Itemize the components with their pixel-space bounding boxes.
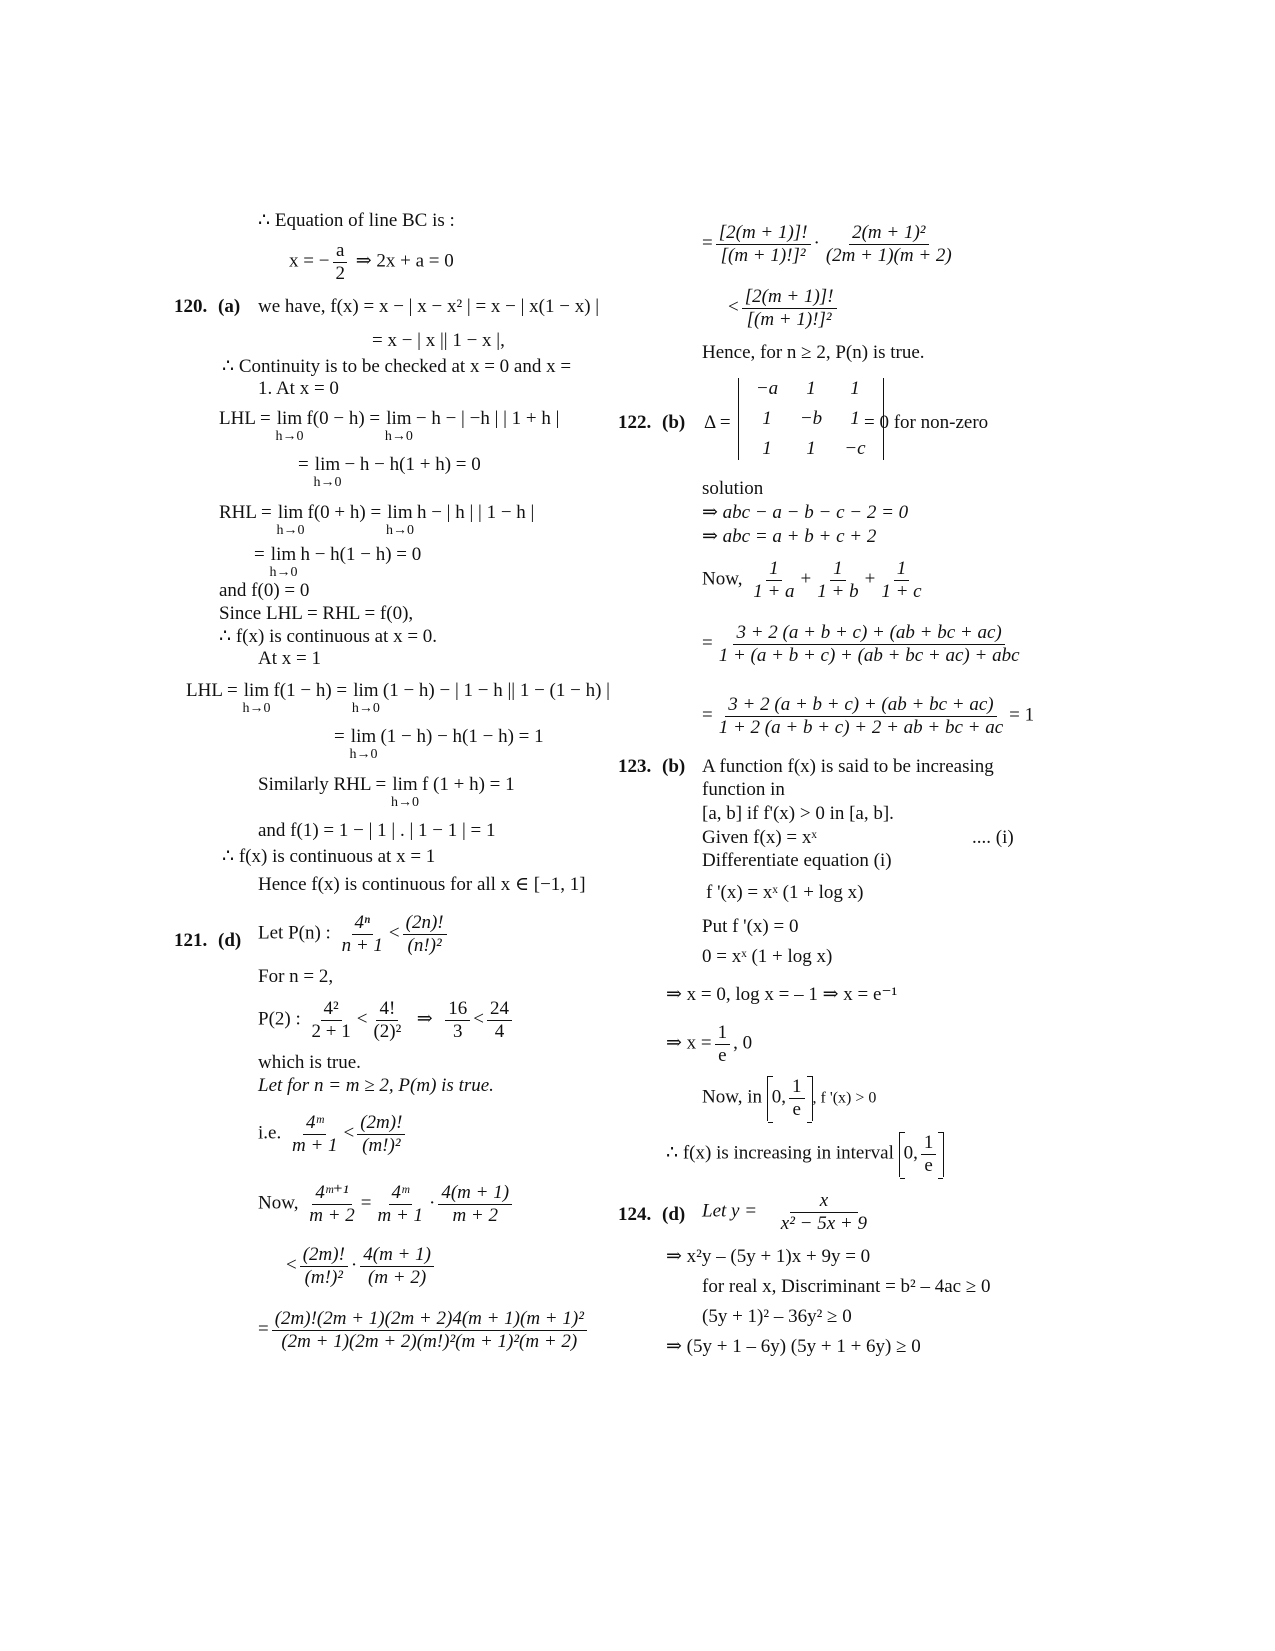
det-cell: 1 xyxy=(806,378,816,399)
det-cell: −b xyxy=(799,408,823,429)
p2-frac1-num: 4² xyxy=(321,998,342,1021)
rhl0-result xyxy=(254,544,421,580)
lim-operator xyxy=(391,774,419,810)
sol2-line: ⇒ abc = a + b + c + 2 xyxy=(702,526,877,547)
lt-frac2 xyxy=(360,1244,434,1289)
lim-word: lim xyxy=(353,680,379,701)
p2-frac2-num: 4! xyxy=(376,998,398,1021)
det-rhs: = 0 for non-zero xyxy=(864,412,989,433)
det-cell: 1 xyxy=(762,408,772,429)
rhl1-label: Similarly RHL = xyxy=(258,774,391,795)
lim-operator xyxy=(313,454,341,490)
now-frac2-den: m + 1 xyxy=(377,1204,424,1226)
p2-frac1-den: 2 + 1 xyxy=(311,1020,351,1042)
q123-answer: (b) xyxy=(662,756,686,777)
ie-frac1 xyxy=(289,1112,341,1157)
lim-operator xyxy=(386,502,414,538)
q123-line9: ⇒ x = 0, log x = – 1 ⇒ x = e⁻¹ xyxy=(666,984,898,1005)
e1-frac xyxy=(716,622,1023,667)
lim-word: lim xyxy=(270,544,297,565)
p2-label: P(2) : xyxy=(258,1008,301,1030)
interval2-frac-den: e xyxy=(924,1154,933,1176)
lhl1-expr2: (1 − h) − | 1 − h || 1 − (1 − h) | xyxy=(382,680,610,701)
lhl0-line xyxy=(219,408,559,444)
cont1-line: ∴ f(x) is continuous at x = 1 xyxy=(222,846,436,867)
ie-frac2-num: (2m)! xyxy=(357,1112,405,1135)
interval-bracket xyxy=(767,1076,813,1121)
lim-word: lim xyxy=(243,680,270,701)
e1-frac-num: 3 + 2 (a + b + c) + (ab + bc + ac) xyxy=(733,622,1004,645)
interval-bracket-2 xyxy=(899,1132,945,1177)
lim-sub: h→0 xyxy=(385,522,414,538)
lim-sub: h→0 xyxy=(276,522,305,538)
q121-frac2 xyxy=(403,912,447,957)
q121-let: Let P(n) : xyxy=(258,922,331,944)
r1-frac2 xyxy=(823,222,955,267)
q120-line3: ∴ Continuity is to be checked at x = 0 and x = xyxy=(222,356,572,377)
e2-rhs: = 1 xyxy=(1009,704,1035,726)
r1-frac1 xyxy=(716,222,811,267)
q123-eq-ref: .... (i) xyxy=(972,827,1014,848)
q123-line11 xyxy=(702,1076,876,1121)
det-cell: 1 xyxy=(806,438,816,459)
rhl1-expr: f (1 + h) = 1 xyxy=(421,774,515,795)
rhl0-line xyxy=(219,502,534,538)
hence120-line: Hence f(x) is continuous for all x ∈ [−1, 1] xyxy=(258,874,586,895)
lhl0-expr2: − h − | −h | | 1 + h | xyxy=(415,408,560,429)
q121-frac1 xyxy=(339,912,386,957)
rhl0-eq: = xyxy=(254,544,270,565)
now-frac3-num: 4(m + 1) xyxy=(438,1182,512,1205)
f1-line: and f(1) = 1 − | 1 | . | 1 − 1 | = 1 xyxy=(258,820,496,841)
sum-frac2-num: 1 xyxy=(830,558,846,581)
since-line: Since LHL = RHL = f(0), xyxy=(219,603,414,624)
interval2-frac xyxy=(921,1132,937,1177)
q123-zero: , 0 xyxy=(733,1032,753,1054)
lim-operator xyxy=(242,680,270,716)
which-true-line: which is true. xyxy=(258,1052,361,1073)
lim-sub: h→0 xyxy=(390,794,419,810)
lim-word: lim xyxy=(314,454,341,475)
p2-frac4-den: 4 xyxy=(494,1020,505,1042)
p2-frac3-den: 3 xyxy=(452,1020,463,1042)
p2-frac3-num: 16 xyxy=(445,998,470,1021)
one-over-e-num: 1 xyxy=(715,1022,731,1045)
eq-frac xyxy=(272,1308,587,1353)
q120-line4: 1. At x = 0 xyxy=(258,378,339,399)
q120-line1: we have, f(x) = x − | x − x² | = x − | x(1 − x) | xyxy=(258,296,600,317)
interval-frac-den: e xyxy=(792,1098,801,1120)
interval2-frac-num: 1 xyxy=(921,1132,937,1155)
q123-line6: f '(x) = xˣ (1 + log x) xyxy=(706,882,864,903)
det-cell: −c xyxy=(844,438,866,459)
sum-frac3-den: 1 + c xyxy=(881,580,922,602)
q121-number: 121. xyxy=(174,930,208,951)
e2-frac xyxy=(716,694,1006,739)
sum-frac2 xyxy=(814,558,861,603)
now-frac2-num: 4ᵐ xyxy=(389,1182,412,1205)
lim-word: lim xyxy=(392,774,418,795)
bc-eq-num: a xyxy=(333,240,347,263)
det-cell: 1 xyxy=(850,378,860,399)
det-cell: 1 xyxy=(762,438,772,459)
lim-sub: h→0 xyxy=(351,700,380,716)
e1-frac-den: 1 + (a + b + c) + (ab + bc + ac) + abc xyxy=(718,644,1020,666)
rhl0-label: RHL = xyxy=(219,502,277,523)
cont0-line: ∴ f(x) is continuous at x = 0. xyxy=(219,626,438,647)
r1-line: = $\frac{[2(m + 1)]!}{\text{[(m + 1)!]²}}$ · $\frac{\text{2(m + 1)²}}{(2m + 1)(m + 2)}$ xyxy=(702,222,958,267)
lhl0-expr1: f(0 − h) = xyxy=(306,408,385,429)
now2-label: Now, xyxy=(702,568,743,590)
lim-sub: h→0 xyxy=(269,564,298,580)
sum-frac3-num: 1 xyxy=(894,558,910,581)
q121-frac1-num: 4ⁿ xyxy=(352,912,373,935)
lt-frac2-den: (m + 2) xyxy=(368,1266,427,1288)
lim-sub: h→0 xyxy=(313,474,342,490)
ie-label: i.e. xyxy=(258,1122,282,1144)
det-cell: 1 xyxy=(850,408,860,429)
q124-number: 124. xyxy=(618,1204,652,1225)
sum-frac1-num: 1 xyxy=(766,558,782,581)
sum-frac2-den: 1 + b xyxy=(817,580,859,602)
q124-let-line xyxy=(702,1190,873,1235)
q124-let: Let y = xyxy=(702,1200,758,1222)
lhl1-expr3: (1 − h) − h(1 − h) = 1 xyxy=(380,726,544,747)
now-frac3 xyxy=(438,1182,512,1227)
lim-sub: h→0 xyxy=(384,428,413,444)
lim-word: lim xyxy=(276,408,303,429)
r1-frac2-num: 2(m + 1)² xyxy=(849,222,928,245)
p2-frac4-num: 24 xyxy=(487,998,512,1021)
lim-operator xyxy=(277,502,305,538)
lim-sub: h→0 xyxy=(242,700,271,716)
r2-frac-num: [2(m + 1)]! xyxy=(742,286,837,309)
ie-frac1-num: 4ᵐ xyxy=(303,1112,326,1135)
e1-line: = $\frac{3 + 2 (a + b + c) + (ab + bc + ac)}{\text{1 + (a + b + c) + (ab + bc + ac) + abc}}$ xyxy=(702,622,1026,667)
lim-operator xyxy=(352,680,380,716)
q123-line10 xyxy=(666,1022,752,1067)
p2-frac4 xyxy=(487,998,512,1043)
q123-line12 xyxy=(666,1132,944,1177)
q123-line7: Put f '(x) = 0 xyxy=(702,916,799,937)
q121-frac2-den: (n!)² xyxy=(407,934,442,956)
q123-increasing-text: ∴ f(x) is increasing in interval xyxy=(666,1142,894,1164)
now-frac1 xyxy=(306,1182,358,1227)
e2-frac-num: 3 + 2 (a + b + c) + (ab + bc + ac) xyxy=(725,694,996,717)
r1-frac1-num: [2(m + 1)]! xyxy=(716,222,811,245)
now-frac1-num: 4ᵐ⁺¹ xyxy=(312,1182,351,1205)
delta-label: Δ = xyxy=(704,412,731,433)
q121-frac2-num: (2n)! xyxy=(403,912,447,935)
r2-frac-den: [(m + 1)!]² xyxy=(746,308,832,330)
q122-number: 122. xyxy=(618,412,652,433)
q124-frac-den: x² − 5x + 9 xyxy=(780,1212,868,1234)
lim-operator xyxy=(385,408,413,444)
let-m-line: Let for n = m ≥ 2, P(m) is true. xyxy=(258,1075,494,1096)
bc-equation xyxy=(289,240,454,285)
q123-x-eq: ⇒ x = xyxy=(666,1032,712,1054)
sol1-line: ⇒ abc − a − b − c − 2 = 0 xyxy=(702,502,909,523)
r1-frac1-den: [(m + 1)!]² xyxy=(720,244,806,266)
lt-frac1 xyxy=(300,1244,348,1289)
e2-line: = $\frac{3 + 2 (a + b + c) + (ab + bc + ac)}{1 + 2 (a + b + c) + 2 + ab + bc + ac}$ = 1 xyxy=(702,694,1035,738)
q123-line1: A function f(x) is said to be increasing xyxy=(702,756,994,777)
q124-line2: ⇒ x²y – (5y + 1)x + 9y = 0 xyxy=(666,1246,871,1267)
sum-frac1-den: 1 + a xyxy=(753,580,795,602)
p2-frac3 xyxy=(445,998,470,1043)
q124-line3: for real x, Discriminant = b² – 4ac ≥ 0 xyxy=(702,1276,991,1297)
determinant xyxy=(738,378,884,460)
lhl0-label: LHL = xyxy=(219,408,276,429)
interval2-start: 0, xyxy=(903,1142,918,1164)
q121-statement: Let P(n) : $\frac{\text{4ⁿ}}{n + 1}$ < $\frac{(2n)!}{\text{(n!)²}}$ xyxy=(258,912,450,957)
eq-frac-den: (2m + 1)(2m + 2)(m!)²(m + 1)²(m + 2) xyxy=(281,1330,578,1352)
rhl1-line xyxy=(258,774,515,810)
sum-frac1 xyxy=(750,558,797,603)
ie-frac1-den: m + 1 xyxy=(291,1134,338,1156)
lhl1-result xyxy=(334,726,544,762)
lim-word: lim xyxy=(387,502,413,523)
rhl0-expr1: f(0 + h) = xyxy=(307,502,386,523)
p2-frac1 xyxy=(309,998,354,1043)
sum-frac3 xyxy=(878,558,924,603)
q124-frac-num: x xyxy=(790,1190,858,1213)
r2-frac xyxy=(742,286,837,331)
lim-operator xyxy=(275,408,303,444)
lim-operator xyxy=(269,544,297,580)
q120-number: 120. xyxy=(174,296,208,317)
bc-eq-lhs: x = − xyxy=(289,250,330,272)
q120-answer: (a) xyxy=(218,296,241,317)
p2-line: P(2) : $\frac{\text{4²}}{2 + 1}$ < $\frac{4!}{\text{(2)²}}$ ⇒ $\frac{16}{3}$ < $\frac{24}{4}$ xyxy=(258,998,515,1043)
q123-number: 123. xyxy=(618,756,652,777)
now-frac1-den: m + 2 xyxy=(309,1204,355,1226)
lhl0-eq: = xyxy=(298,454,314,475)
lhl0-result xyxy=(298,454,481,490)
interval-start: 0, xyxy=(771,1086,786,1108)
lhl1-eq: = xyxy=(334,726,350,747)
hence121-line: Hence, for n ≥ 2, P(n) is true. xyxy=(702,342,925,363)
q124-line5: ⇒ (5y + 1 – 6y) (5y + 1 + 6y) ≥ 0 xyxy=(666,1336,921,1357)
now-label: Now, xyxy=(258,1192,299,1214)
lhl0-expr3: − h − h(1 + h) = 0 xyxy=(344,454,481,475)
rhl0-expr2: h − | h | | 1 − h | xyxy=(416,502,535,523)
q121-frac1-den: n + 1 xyxy=(341,934,383,956)
q123-now-in: Now, in xyxy=(702,1086,762,1108)
lt-frac1-den: (m!)² xyxy=(304,1266,344,1288)
now-frac3-den: m + 2 xyxy=(452,1204,498,1226)
solution-label: solution xyxy=(702,478,764,499)
eq-line: = $\frac{\text{(2m)!(2m + 1)(2m + 2)4(m + 1)(m + 1)²}}{\text{(2m + 1)(2m + 2)(m!)²(m + 1)²(m + 2)}}$ xyxy=(258,1308,590,1353)
lim-operator xyxy=(349,726,377,762)
rhl0-expr3: h − h(1 − h) = 0 xyxy=(300,544,422,565)
bc-line-text: ∴ Equation of line BC is : xyxy=(258,210,455,231)
q120-line2: = x − | x || 1 − x |, xyxy=(372,330,505,351)
p2-frac2 xyxy=(370,998,404,1043)
for-n2-line: For n = 2, xyxy=(258,966,334,987)
lhl1-label: LHL = xyxy=(186,680,243,701)
q124-line4: (5y + 1)² – 36y² ≥ 0 xyxy=(702,1306,852,1327)
now-line: Now, $\frac{\text{4ᵐ⁺¹}}{m + 2}$ = $\frac{\text{4ᵐ}}{m + 1}$ · $\frac{4(m + 1)}{m + 2}$ xyxy=(258,1182,515,1227)
interval-frac-num: 1 xyxy=(789,1076,805,1099)
bc-eq-den: 2 xyxy=(335,262,345,284)
ie-line: i.e. $\frac{\text{4ᵐ}}{m + 1}$ < $\frac{(2m)!}{\text{(m!)²}}$ xyxy=(258,1112,408,1157)
lim-sub: h→0 xyxy=(349,746,378,762)
lt-line: < $\frac{(2m)!}{\text{(m!)²}}$ · $\frac{4(m + 1)}{(m + 2)}$ xyxy=(286,1244,437,1289)
lhl1-expr1: f(1 − h) = xyxy=(273,680,352,701)
q121-answer: (d) xyxy=(218,930,242,951)
q122-answer: (b) xyxy=(662,412,686,433)
one-over-e xyxy=(715,1022,731,1067)
bc-eq-rhs: ⇒ 2x + a = 0 xyxy=(355,250,454,272)
q124-frac xyxy=(778,1190,870,1235)
bc-eq-fraction xyxy=(332,240,348,285)
e2-frac-den: 1 + 2 (a + b + c) + 2 + ab + bc + ac xyxy=(718,716,1004,738)
lim-word: lim xyxy=(277,502,304,523)
now-frac2 xyxy=(374,1182,426,1227)
lim-word: lim xyxy=(386,408,412,429)
q124-answer: (d) xyxy=(662,1204,686,1225)
interval-frac xyxy=(789,1076,805,1121)
ie-frac2 xyxy=(357,1112,405,1157)
r2-line: < $\frac{[2(m + 1)]!}{\text{[(m + 1)!]²}}$ xyxy=(728,286,840,331)
q123-line2: function in xyxy=(702,779,785,800)
lt-frac2-num: 4(m + 1) xyxy=(360,1244,434,1267)
r1-frac2-den: (2m + 1)(m + 2) xyxy=(825,244,952,266)
p2-frac2-den: (2)² xyxy=(373,1020,402,1042)
eq-frac-num: (2m)!(2m + 1)(2m + 2)4(m + 1)(m + 1)² xyxy=(272,1308,587,1331)
at1-line: At x = 1 xyxy=(258,648,321,669)
one-over-e-den: e xyxy=(718,1044,727,1066)
lim-sub: h→0 xyxy=(275,428,304,444)
lim-word: lim xyxy=(350,726,377,747)
now2-line: Now, $\frac{1}{1 + a}$ + $\frac{1}{1 + b}$ + $\frac{1}{1 + c}$ xyxy=(702,558,928,603)
det-cell: −a xyxy=(755,378,779,399)
ie-frac2-den: (m!)² xyxy=(362,1134,401,1156)
lt-frac1-num: (2m)! xyxy=(300,1244,348,1267)
lhl1-line xyxy=(186,680,610,716)
q123-line5: Differentiate equation (i) xyxy=(702,850,892,871)
q123-line4: Given f(x) = xˣ xyxy=(702,827,817,848)
f0-line: and f(0) = 0 xyxy=(219,580,310,601)
q123-line3: [a, b] if f'(x) > 0 in [a, b]. xyxy=(702,803,894,824)
q123-line8: 0 = xˣ (1 + log x) xyxy=(702,946,833,967)
q123-fprime-pos: , f '(x) > 0 xyxy=(812,1089,877,1107)
